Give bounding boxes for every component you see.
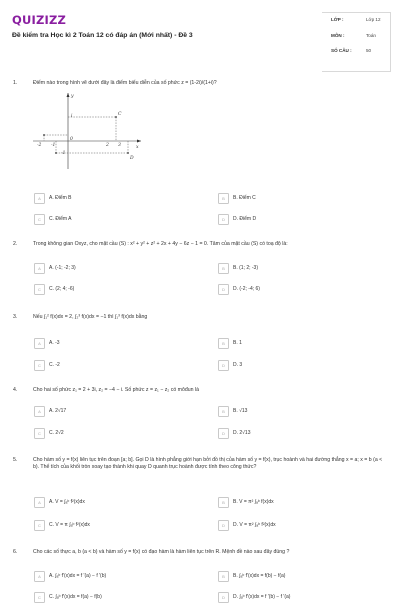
option-letter-box: C: [34, 360, 45, 371]
count-value: 50: [366, 48, 372, 53]
option-letter-box: B: [218, 406, 229, 417]
quizizz-logo: QUIZIZZ: [12, 13, 67, 27]
option-letter-box: A: [34, 193, 45, 204]
complex-plane-figure: [33, 91, 143, 171]
option-letter-box: A: [34, 263, 45, 274]
option-letter-box: A: [34, 406, 45, 417]
option-text: A. V = ∫ₐᵇ f²(x)dx: [49, 498, 85, 505]
label-d: D: [130, 156, 134, 161]
question-number: 3.: [13, 314, 18, 320]
option-letter-box: B: [218, 263, 229, 274]
option-text: A. ∫ₐᵇ f'(x)dx = f '(a) − f '(b): [49, 572, 107, 579]
option-text: D. 2√13: [233, 429, 251, 436]
question-number: 6.: [13, 549, 18, 555]
option-d[interactable]: [218, 214, 388, 224]
question-number: 4.: [13, 387, 18, 393]
question-number: 5.: [13, 457, 18, 463]
count-label: SỐ CÂU :: [331, 48, 352, 53]
option-letter-box: C: [34, 428, 45, 439]
point-c: [115, 116, 117, 118]
question-text: Cho hai số phức z₁ = 2 + 3i, z₂ = −4 − i. Số phức z = z₁ − z₂ có môđun là: [33, 387, 200, 393]
question-number: 2.: [13, 241, 18, 247]
option-text: C. (2; 4; -6): [49, 285, 75, 292]
option-text: C. ∫ₐᵇ f'(x)dx = f(a) − f(b): [49, 593, 102, 600]
point-b: [55, 152, 57, 154]
option-text: B. Điểm C: [233, 194, 256, 201]
option-d[interactable]: [218, 428, 388, 438]
option-text: D. 3: [233, 361, 243, 368]
option-letter-box: A: [34, 338, 45, 349]
label-2: 2: [106, 143, 109, 148]
option-text: A. (-1; -2; 3): [49, 264, 76, 271]
y-arrow-icon: [67, 93, 70, 97]
option-text: C. Điểm A: [49, 215, 72, 222]
option-letter-box: C: [34, 520, 45, 531]
question-number: 1.: [13, 80, 18, 86]
label-origin: 0: [70, 137, 73, 142]
option-text: B. 1: [233, 339, 242, 346]
option-text: D. ∫ₐᵇ f'(x)dx = f '(b) − f '(a): [233, 593, 291, 600]
option-b[interactable]: [218, 263, 388, 273]
option-b[interactable]: [218, 571, 388, 581]
option-letter-box: D: [218, 520, 229, 531]
label-minus1: -1: [51, 143, 56, 148]
question-text: Trong không gian Oxyz, cho mặt cầu (S) : x² + y² + z² + 2x + 4y − 6z − 1 = 0. Tâm của mặt cầu (S) có toạ độ là:: [33, 241, 288, 247]
option-c[interactable]: [34, 520, 204, 530]
option-d[interactable]: [218, 360, 388, 370]
option-a[interactable]: [34, 338, 204, 348]
option-c[interactable]: [34, 592, 204, 602]
option-letter-box: C: [34, 592, 45, 603]
option-text: C. 2√2: [49, 429, 64, 436]
option-letter-box: B: [218, 338, 229, 349]
option-b[interactable]: [218, 406, 388, 416]
option-letter-box: D: [218, 428, 229, 439]
point-a: [43, 134, 45, 136]
question-text: Cho hàm số y = f(x) liên tục trên đoạn [a; b]. Gọi D là hình phẳng giới hạn bởi đồ thị của hàm số y = f(x), trục hoành và hai đường thẳng x = a; x = b (a < b). Thể tích của khối tròn xoay tạo thành khi quay D quanh trục hoành được tính theo công thức?: [33, 457, 383, 471]
label-x: x: [136, 145, 139, 150]
option-b[interactable]: [218, 338, 388, 348]
option-d[interactable]: [218, 592, 388, 602]
option-letter-box: D: [218, 284, 229, 295]
option-text: A. Điểm B: [49, 194, 72, 201]
label-3: 3: [118, 143, 121, 148]
option-a[interactable]: [34, 406, 204, 416]
subject-value: Toán: [366, 33, 376, 38]
option-letter-box: D: [218, 360, 229, 371]
option-b[interactable]: [218, 497, 388, 507]
option-text: C. V = π ∫ₐᵇ f²(x)dx: [49, 521, 90, 528]
option-text: D. (-2; -4; 6): [233, 285, 260, 292]
label-minus2: -2: [37, 143, 42, 148]
option-letter-box: B: [218, 193, 229, 204]
option-c[interactable]: [34, 360, 204, 370]
option-text: A. -3: [49, 339, 60, 346]
question-text: Nếu ∫₁² f(x)dx = 2, ∫₂³ f(x)dx = −1 thì ∫₁³ f(x)dx bằng: [33, 314, 148, 320]
option-text: B. V = π² ∫ₐᵇ f(x)dx: [233, 498, 274, 505]
option-text: B. (1; 2; -3): [233, 264, 259, 271]
option-letter-box: A: [34, 571, 45, 582]
question-text: Cho các số thực a, b (a < b) và hàm số y = f(x) có đạo hàm là hàm liên tục trên R. Mệnh đề nào sau đây đúng ?: [33, 549, 290, 555]
option-a[interactable]: [34, 497, 204, 507]
option-c[interactable]: [34, 428, 204, 438]
option-text: B. ∫ₐᵇ f'(x)dx = f(b) − f(a): [233, 572, 286, 579]
label-i: i: [71, 114, 73, 119]
option-text: D. Điểm D: [233, 215, 257, 222]
exam-title: Đề kiểm tra Học kì 2 Toán 12 có đáp án (Mới nhất) - Đề 3: [12, 32, 193, 39]
grade-value: Lớp 12: [366, 17, 381, 22]
option-d[interactable]: [218, 284, 388, 294]
option-letter-box: B: [218, 497, 229, 508]
option-text: D. V = π² ∫ₐᵇ f²(x)dx: [233, 521, 276, 528]
point-d: [127, 152, 129, 154]
option-letter-box: A: [34, 497, 45, 508]
option-c[interactable]: [34, 284, 204, 294]
x-arrow-icon: [137, 140, 141, 143]
option-text: B. √13: [233, 407, 248, 414]
label-minus1-y: -1: [61, 151, 66, 156]
option-letter-box: C: [34, 214, 45, 225]
option-letter-box: B: [218, 571, 229, 582]
option-a[interactable]: [34, 571, 204, 581]
option-text: A. 2√17: [49, 407, 67, 414]
subject-label: MÔN :: [331, 33, 345, 38]
option-letter-box: D: [218, 592, 229, 603]
grade-label: LỚP :: [331, 17, 344, 22]
label-c: C: [118, 112, 122, 117]
page-header: [0, 0, 400, 74]
option-c[interactable]: [34, 214, 204, 224]
option-letter-box: D: [218, 214, 229, 225]
option-a[interactable]: [34, 263, 204, 273]
label-y: y: [71, 94, 74, 99]
option-b[interactable]: [218, 193, 388, 203]
option-a[interactable]: [34, 193, 204, 203]
option-text: C. -2: [49, 361, 60, 368]
question-text: Điểm nào trong hình vẽ dưới đây là điểm biểu diễn của số phức z = (1-2i)/(1+i)?: [33, 80, 217, 86]
option-letter-box: C: [34, 284, 45, 295]
option-d[interactable]: [218, 520, 388, 530]
